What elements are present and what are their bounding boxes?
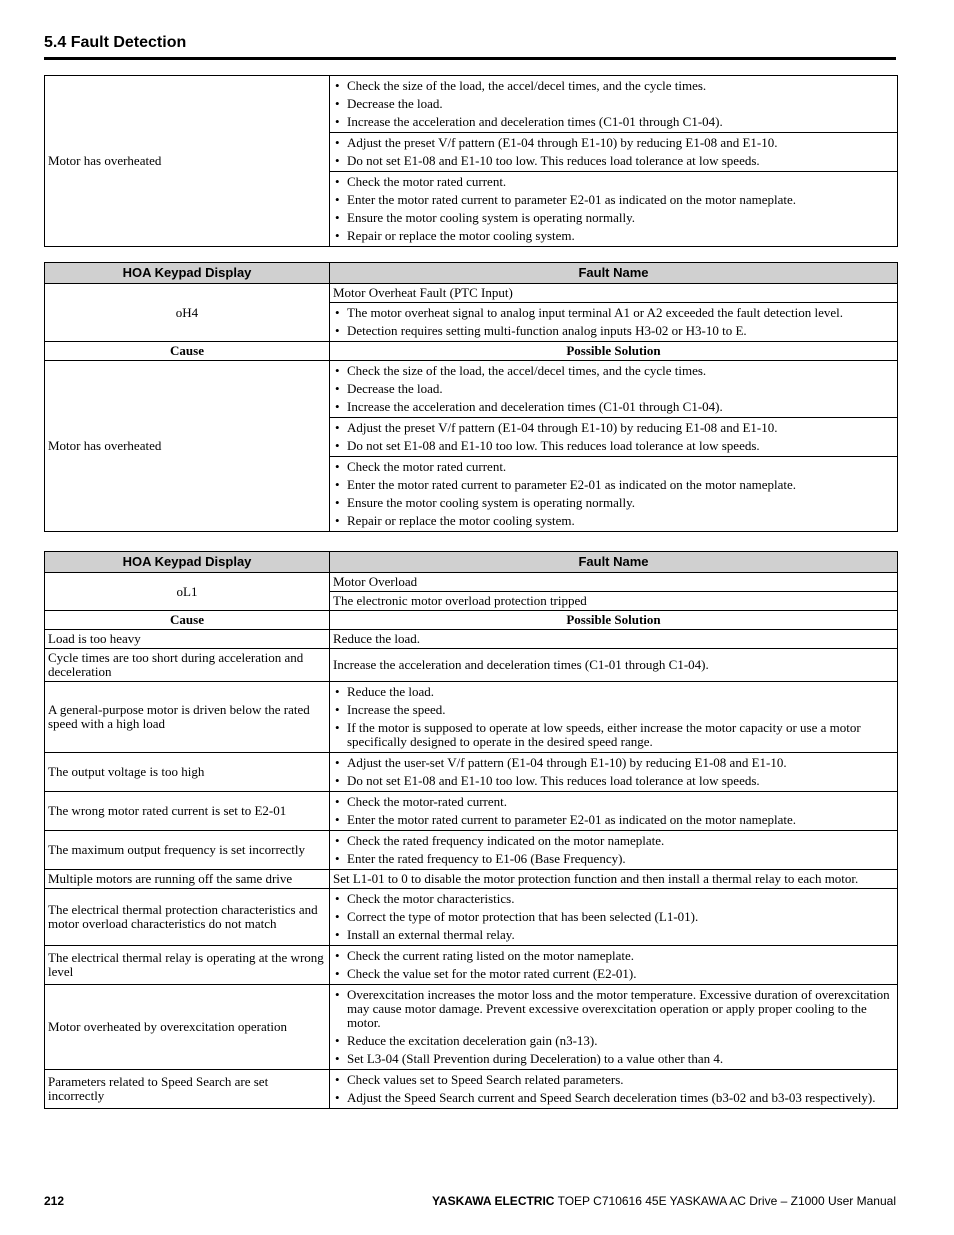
solution-cell [330, 361, 898, 418]
fault-name: Motor Overheat Fault (PTC Input) [330, 284, 898, 303]
ol1-fault-table [44, 551, 898, 1109]
list-item: • Adjust the preset V/f pattern (E1-04 through E1-10) by reducing E1-08 and E1-10. [333, 136, 894, 150]
list-item: • Ensure the motor cooling system is operating normally. [333, 211, 894, 225]
list-item: • Enter the motor rated current to parameter E2-01 as indicated on the motor nameplate. [333, 478, 894, 492]
list-item: • Check the value set for the motor rated current (E2-01). [333, 967, 894, 981]
list-item: • Detection requires setting multi-function analog inputs H3-02 or H3-10 to E. [333, 324, 894, 338]
solution-cell: Reduce the load. [330, 630, 898, 649]
table-row [45, 985, 898, 1070]
column-header: Possible Solution [330, 611, 898, 630]
oh4-fault-table [44, 262, 898, 532]
cause-cell: The maximum output frequency is set incorrectly [45, 831, 330, 870]
table-row [45, 630, 898, 649]
list-item: • Decrease the load. [333, 382, 894, 396]
cause-header-row [45, 342, 898, 361]
fault-description [330, 303, 898, 342]
list-item: • Enter the motor rated current to parameter E2-01 as indicated on the motor nameplate. [333, 813, 894, 827]
page-number: 212 [44, 1194, 65, 1208]
list-item: • Repair or replace the motor cooling system. [333, 229, 894, 243]
list-item: • Do not set E1-08 and E1-10 too low. This reduces load tolerance at low speeds. [333, 774, 894, 788]
solution-cell [330, 889, 898, 946]
list-item: • Adjust the preset V/f pattern (E1-04 through E1-10) by reducing E1-08 and E1-10. [333, 421, 894, 435]
solution-cell: Increase the acceleration and deceleration times (C1-01 through C1-04). [330, 649, 898, 682]
list-item: • Increase the acceleration and deceleration times (C1-01 through C1-04). [333, 400, 894, 414]
list-item: • Reduce the excitation deceleration gain (n3-13). [333, 1034, 894, 1048]
table-row [45, 649, 898, 682]
solution-cell [330, 831, 898, 870]
table-row [45, 870, 898, 889]
cause-cell: Load is too heavy [45, 630, 330, 649]
list-item: • Adjust the Speed Search current and Speed Search deceleration times (b3-02 and b3-03 respectively). [333, 1091, 894, 1105]
solution-cell [330, 985, 898, 1070]
list-item: • Correct the type of motor protection that has been selected (L1-01). [333, 910, 894, 924]
list-item: • Adjust the user-set V/f pattern (E1-04 through E1-10) by reducing E1-08 and E1-10. [333, 756, 894, 770]
footer-document-title: TOEP C710616 45E YASKAWA AC Drive – Z1000 User Manual [554, 1194, 896, 1208]
table-row [45, 792, 898, 831]
footer-brand: YASKAWA ELECTRIC [432, 1194, 555, 1208]
section-title: 5.4 Fault Detection [44, 34, 187, 51]
list-item: • The motor overheat signal to analog input terminal A1 or A2 exceeded the fault detection level. [333, 306, 894, 320]
solution-cell [330, 682, 898, 753]
list-item: • Overexcitation increases the motor loss and the motor temperature. Excessive duration of overexcitation may cause motor damage. Prevent excessive overexcitation operation or apply proper cooling to the motor. [333, 988, 894, 1030]
list-item: • Set L3-04 (Stall Prevention during Deceleration) to a value other than 4. [333, 1052, 894, 1066]
solution-cell [330, 1070, 898, 1109]
table-row [45, 573, 898, 592]
table-row [45, 1070, 898, 1109]
cause-cell: The wrong motor rated current is set to E2-01 [45, 792, 330, 831]
solution-cell [330, 76, 898, 133]
solution-cell [330, 418, 898, 457]
list-item: • If the motor is supposed to operate at low speeds, either increase the motor capacity or use a motor specifically designed to operate in the desired speed range. [333, 721, 894, 749]
column-header: HOA Keypad Display [45, 263, 330, 284]
fault-description: The electronic motor overload protection tripped [330, 592, 898, 611]
list-item: • Check values set to Speed Search related parameters. [333, 1073, 894, 1087]
list-item: • Enter the motor rated current to parameter E2-01 as indicated on the motor nameplate. [333, 193, 894, 207]
cause-cell: Motor has overheated [45, 361, 330, 532]
page-header [44, 33, 896, 60]
table-row [45, 831, 898, 870]
list-item: • Reduce the load. [333, 685, 894, 699]
footer-document-info [432, 1194, 896, 1208]
list-item: • Install an external thermal relay. [333, 928, 894, 942]
solution-cell [330, 946, 898, 985]
solution-cell [330, 792, 898, 831]
table-row [45, 361, 898, 418]
cause-cell: Parameters related to Speed Search are set incorrectly [45, 1070, 330, 1109]
list-item: • Increase the acceleration and deceleration times (C1-01 through C1-04). [333, 115, 894, 129]
cause-cell: Motor overheated by overexcitation operation [45, 985, 330, 1070]
table-header-row [45, 552, 898, 573]
cause-cell: The electrical thermal relay is operating at the wrong level [45, 946, 330, 985]
table-header-row [45, 263, 898, 284]
list-item: • Ensure the motor cooling system is operating normally. [333, 496, 894, 510]
column-header: Possible Solution [330, 342, 898, 361]
list-item: • Do not set E1-08 and E1-10 too low. This reduces load tolerance at low speeds. [333, 154, 894, 168]
solution-cell [330, 457, 898, 532]
cause-cell: A general-purpose motor is driven below the rated speed with a high load [45, 682, 330, 753]
list-item: • Check the motor rated current. [333, 460, 894, 474]
fault-name: Motor Overload [330, 573, 898, 592]
motor-overheat-continued-table [44, 75, 898, 247]
fault-code: oH4 [45, 284, 330, 342]
list-item: • Check the motor characteristics. [333, 892, 894, 906]
solution-cell: Set L1-01 to 0 to disable the motor protection function and then install a thermal relay to each motor. [330, 870, 898, 889]
cause-header-row [45, 611, 898, 630]
column-header: Cause [45, 342, 330, 361]
list-item: • Check the current rating listed on the motor nameplate. [333, 949, 894, 963]
list-item: • Check the rated frequency indicated on the motor nameplate. [333, 834, 894, 848]
list-item: • Repair or replace the motor cooling system. [333, 514, 894, 528]
list-item: • Do not set E1-08 and E1-10 too low. This reduces load tolerance at low speeds. [333, 439, 894, 453]
table-row [45, 753, 898, 792]
cause-cell: Motor has overheated [45, 76, 330, 247]
column-header: HOA Keypad Display [45, 552, 330, 573]
table-row [45, 682, 898, 753]
page-footer [44, 1194, 896, 1212]
table-row [45, 946, 898, 985]
column-header: Cause [45, 611, 330, 630]
table-row [45, 284, 898, 303]
fault-code: oL1 [45, 573, 330, 611]
list-item: • Check the size of the load, the accel/decel times, and the cycle times. [333, 79, 894, 93]
table-row [45, 889, 898, 946]
list-item: • Enter the rated frequency to E1-06 (Base Frequency). [333, 852, 894, 866]
column-header: Fault Name [330, 263, 898, 284]
cause-cell: The output voltage is too high [45, 753, 330, 792]
solution-cell [330, 133, 898, 172]
solution-cell [330, 172, 898, 247]
solution-cell [330, 753, 898, 792]
column-header: Fault Name [330, 552, 898, 573]
list-item: • Check the size of the load, the accel/decel times, and the cycle times. [333, 364, 894, 378]
cause-cell: The electrical thermal protection characteristics and motor overload characteristics do not match [45, 889, 330, 946]
list-item: • Check the motor-rated current. [333, 795, 894, 809]
cause-cell: Multiple motors are running off the same drive [45, 870, 330, 889]
list-item: • Decrease the load. [333, 97, 894, 111]
table-row [45, 76, 898, 133]
cause-cell: Cycle times are too short during acceleration and deceleration [45, 649, 330, 682]
list-item: • Increase the speed. [333, 703, 894, 717]
list-item: • Check the motor rated current. [333, 175, 894, 189]
